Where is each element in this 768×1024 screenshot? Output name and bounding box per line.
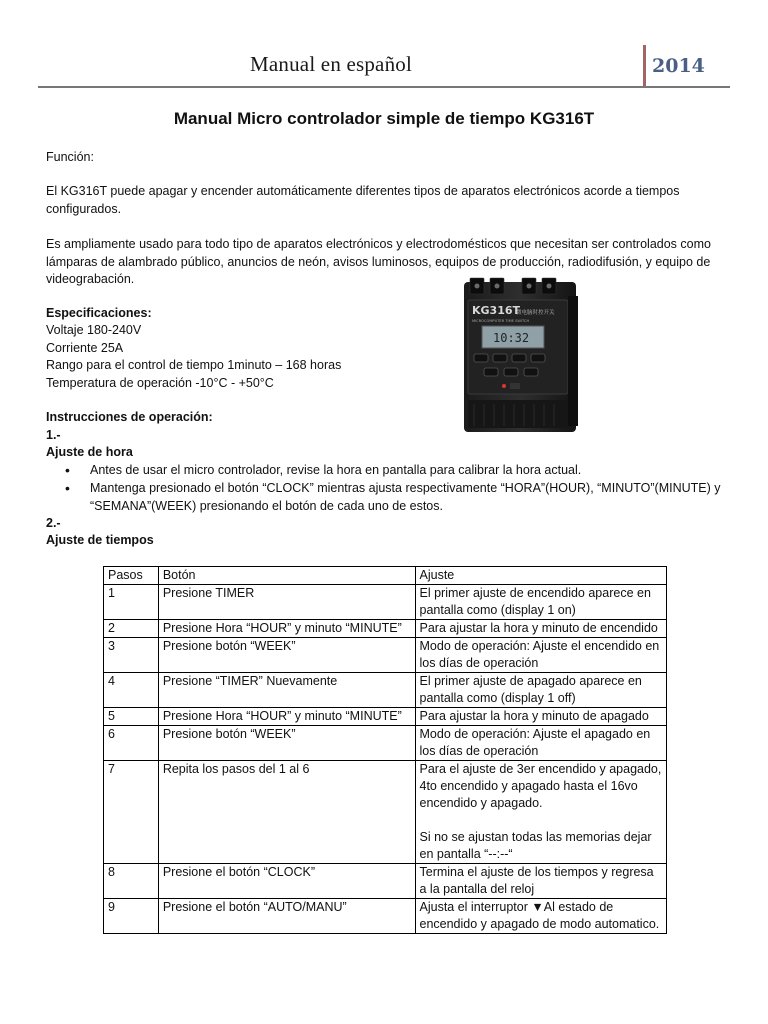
header-divider-horizontal	[38, 86, 730, 88]
cell-ajuste-paragraph: Si no se ajustan todas las memorias dejar en pantalla “--:--“	[419, 830, 652, 861]
cell-paso: 8	[104, 864, 159, 899]
kg316t-device-image	[460, 276, 584, 436]
paragraph-2-line-2: lámparas de alambrado público, anuncios de neón, avisos luminosos, equipos de producción, radiodifusión, y equipo de	[46, 255, 711, 269]
device-display: 10:32	[493, 331, 530, 345]
cell-ajuste: Para ajustar la hora y minuto de encendido	[415, 620, 667, 638]
paragraph-1-line-1: El KG316T puede apagar y encender automáticamente diferentes tipos de aparatos electrónicos acorde a tiempos	[46, 184, 680, 198]
cell-paso: 9	[104, 899, 159, 934]
cell-paso: 1	[104, 585, 159, 620]
spec-current: Corriente 25A	[46, 341, 124, 355]
step-1-number: 1.-	[46, 428, 61, 442]
cell-paso: 6	[104, 726, 159, 761]
table-row	[104, 673, 667, 708]
cell-ajuste: Modo de operación: Ajuste el apagado en los días de operación	[415, 726, 667, 761]
cell-paso: 4	[104, 673, 159, 708]
cell-ajuste-paragraph: Para el ajuste de 3er encendido y apagado, 4to encendido y apagado hasta el 16vo encendido y apagado.	[419, 762, 662, 810]
cell-ajuste: Ajusta el interruptor ▼Al estado de encendido y apagado de modo automatico.	[415, 899, 667, 934]
paragraph-2-line-1: Es ampliamente usado para todo tipo de aparatos electrónicos y electrodomésticos que necesitan ser controlados como	[46, 237, 711, 251]
table-row	[104, 708, 667, 726]
table-row	[104, 726, 667, 761]
cell-boton: Presione TIMER	[158, 585, 415, 620]
column-header-ajuste: Ajuste	[415, 567, 667, 585]
column-header-pasos: Pasos	[104, 567, 159, 585]
spec-temperature: Temperatura de operación -10°C - +50°C	[46, 376, 274, 390]
bullet-item: • Antes de usar el micro controlador, revise la hora en pantalla para calibrar la hora actual.	[60, 461, 725, 479]
cell-boton: Presione Hora “HOUR” y minuto “MINUTE”	[158, 620, 415, 638]
table-header-row	[104, 567, 667, 585]
table-row	[104, 585, 667, 620]
table-row	[104, 864, 667, 899]
column-header-boton: Botón	[158, 567, 415, 585]
specs-heading: Especificaciones:	[46, 306, 152, 320]
instructions-heading: Instrucciones de operación:	[46, 410, 213, 424]
spec-voltage: Voltaje 180-240V	[46, 323, 142, 337]
cell-ajuste	[415, 761, 667, 864]
header-year: 2014	[652, 55, 705, 77]
spec-time-range: Rango para el control de tiempo 1minuto – 168 horas	[46, 358, 342, 372]
paragraph-1-line-2: configurados.	[46, 202, 122, 216]
cell-paso: 2	[104, 620, 159, 638]
document-title: Manual Micro controlador simple de tiempo KG316T	[173, 109, 595, 128]
table-row	[104, 761, 667, 864]
cell-ajuste: Para ajustar la hora y minuto de apagado	[415, 708, 667, 726]
cell-boton: Presione botón “WEEK”	[158, 726, 415, 761]
header-title: Manual en español	[250, 52, 413, 76]
step-1-heading: Ajuste de hora	[46, 445, 133, 459]
header-divider-vertical	[643, 45, 646, 87]
cell-boton: Presione el botón “CLOCK”	[158, 864, 415, 899]
table-row	[104, 620, 667, 638]
cell-ajuste: Modo de operación: Ajuste el encendido en los días de operación	[415, 638, 667, 673]
cell-ajuste: Termina el ajuste de los tiempos y regresa a la pantalla del reloj	[415, 864, 667, 899]
step-2-heading: Ajuste de tiempos	[46, 533, 154, 547]
device-sub-label: MICROCOMPUTER TIME SWITCH	[472, 319, 530, 323]
paragraph-2-line-3: videograbación.	[46, 272, 135, 286]
clock-setup-bullets	[60, 461, 725, 515]
table-row	[104, 899, 667, 934]
cell-paso: 5	[104, 708, 159, 726]
cell-boton: Presione “TIMER” Nuevamente	[158, 673, 415, 708]
timer-setup-table	[103, 566, 667, 934]
device-chinese-label: 微电脑时控开关	[516, 310, 555, 316]
device-brand-label: KG316T	[472, 304, 521, 317]
cell-paso: 7	[104, 761, 159, 864]
cell-boton: Presione Hora “HOUR” y minuto “MINUTE”	[158, 708, 415, 726]
step-2-number: 2.-	[46, 516, 61, 530]
cell-boton: Presione el botón “AUTO/MANU”	[158, 899, 415, 934]
bullet-item: • Mantenga presionado el botón “CLOCK” mientras ajusta respectivamente “HORA”(HOUR), “MINUTO”(MINUTE) y “SEMANA”(WEEK) presionando el botón de cada uno de estos.	[60, 479, 725, 515]
cell-boton: Presione botón “WEEK”	[158, 638, 415, 673]
cell-boton: Repita los pasos del 1 al 6	[158, 761, 415, 864]
table-row	[104, 638, 667, 673]
funcion-heading: Función:	[46, 150, 94, 164]
cell-paso: 3	[104, 638, 159, 673]
cell-ajuste: El primer ajuste de encendido aparece en pantalla como (display 1 on)	[415, 585, 667, 620]
cell-ajuste: El primer ajuste de apagado aparece en pantalla como (display 1 off)	[415, 673, 667, 708]
